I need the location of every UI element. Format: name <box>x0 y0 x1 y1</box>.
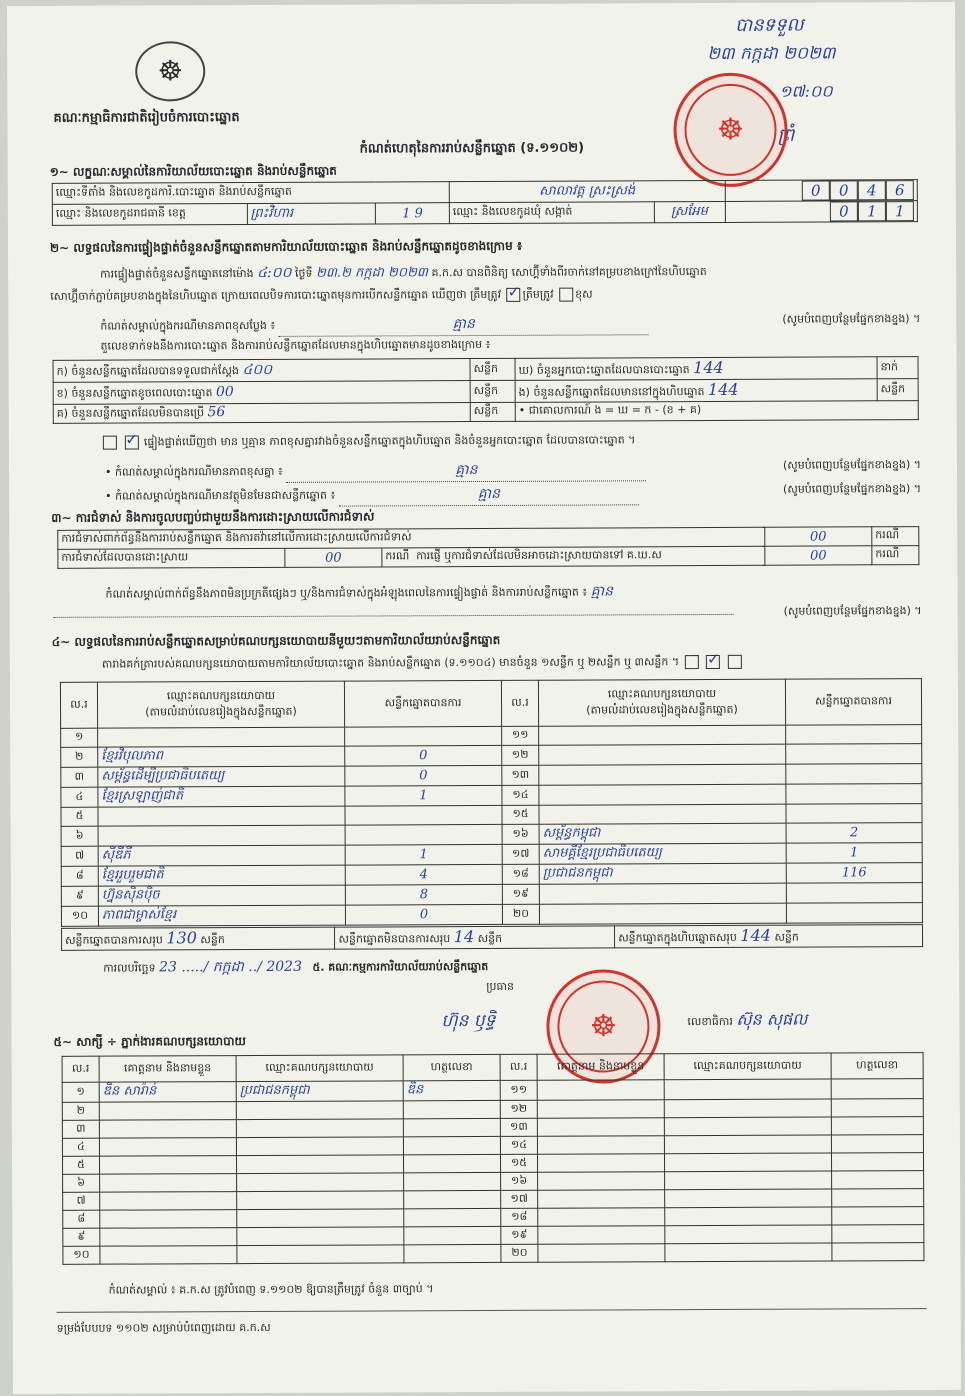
witness-name <box>538 1244 665 1263</box>
witness-name <box>99 1156 236 1175</box>
g-label: គ) ចំនួនសន្លឹកឆ្នោតដែលមិនបានប្រើ <box>56 406 205 420</box>
k-row <box>53 359 470 383</box>
witness-sign <box>831 1153 923 1171</box>
s4-intro-text: តារាងគក់ត្រារបស់គណបក្សនយោបាយតាមការិយាល័យបោះឆ្នោត និងរាប់សន្លឹកឆ្នោត (ទ.១១០៤) មានចំនួន ១សន្លឹក ឬ ២សន្លឹក ឬ ៣សន្លឹក ។ <box>101 655 680 671</box>
totals-table <box>61 924 923 951</box>
total-box-unit: សន្លឹក <box>774 930 799 944</box>
w-col-sign-right: ហត្ថលេខា <box>831 1053 923 1079</box>
s2-bullet2 <box>105 482 921 508</box>
party-name: ស៊ីឌីភី <box>98 845 345 866</box>
bullet1-hint: (សូមបំពេញបន្ថែមផ្នែកខាងខ្នង) ។ <box>782 458 922 472</box>
gh-value: 144 <box>693 357 724 378</box>
witness-no: ៨ <box>63 1210 100 1228</box>
col-votes-right: សន្លឹកឆ្នោតបានការ <box>785 679 921 726</box>
witness-sign <box>403 1100 500 1118</box>
witness-party <box>236 1101 403 1120</box>
committee-sign-label: ៥. គណៈកម្មការការិយាល័យរាប់សន្លឹកឆ្នោត <box>312 959 489 974</box>
ng-label: ង) ចំនួនសន្លឹកឆ្នោតដែលមាននៅក្នុងហិបឆ្នោត <box>518 385 705 399</box>
s2-line1-end: គ.ក.ស បានពិនិត្យ សោហ្គ៊ីទាំងពីរចាក់នៅគម្របខាងក្រៅនៃហិបឆ្នោត <box>431 265 707 280</box>
total-box-cell <box>615 925 923 948</box>
s2-note-label: កំណត់សម្គាល់ក្នុងករណីមានភាពខុសប្លែង ៖ <box>100 318 276 333</box>
witness-no: ៩ <box>63 1228 100 1246</box>
kh-row <box>53 381 470 405</box>
witness-name <box>537 1136 664 1155</box>
witness-no: ១ <box>62 1082 99 1102</box>
witness-party <box>236 1137 403 1156</box>
party-votes <box>786 903 922 924</box>
s2-note <box>100 312 920 338</box>
witness-party <box>664 1099 831 1118</box>
s3-note-label: កំណត់សម្គាល់ពាក់ព័ន្ធនឹងភាពមិនប្រក្រតីផ្សេងៗ ឬ/និងការជំទាស់ក្នុងអំឡុងពេលនៃការផ្ទៀងផ្ទាត់ និងការរាប់សន្លឹកឆ្នោត ៖ <box>105 585 588 601</box>
party-no: ២ <box>61 747 98 767</box>
party-name: ខ្មែរវិបុលភាព <box>98 746 345 767</box>
party-votes: 0 <box>345 745 502 766</box>
witness-party <box>236 1155 403 1174</box>
witness-party <box>665 1207 832 1226</box>
date-label: ការលបរិច្ឆេទ <box>103 961 156 975</box>
witness-name <box>537 1118 664 1137</box>
received-signature: ព្រំ <box>777 124 795 146</box>
party-name: សម្ព័ន្ធកម្ពុជា <box>539 823 786 844</box>
election-form-page <box>7 2 961 1394</box>
party-votes: 1 <box>786 843 922 864</box>
party-votes: 0 <box>345 904 502 925</box>
witness-party <box>665 1243 832 1262</box>
witness-no: ១៩ <box>501 1226 538 1244</box>
official-stamp-top <box>673 73 787 187</box>
witness-sign: ឌិន <box>403 1080 500 1100</box>
party-name: ហ្វ៊ុនស៊ិនប៉ិច <box>98 885 345 906</box>
gh-label: ឃ) ចំនួនអ្នកបោះឆ្នោតដែលបានបោះឆ្នោត <box>518 363 690 377</box>
two-sheet-checkbox[interactable] <box>706 655 720 669</box>
party-results-table <box>60 678 923 927</box>
section2-title: ២~ លទ្ធផលនៃការផ្ទៀងផ្ទាត់ចំនួនសន្លឹកឆ្នោតតាមការិយាល័យបោះឆ្នោត និងរាប់សន្លឹកឆ្នោតដូចខាងក្រោម ៖ <box>50 238 523 255</box>
secretary-signature: ស៊ុន សុផល <box>736 1009 808 1029</box>
witness-party <box>665 1225 832 1244</box>
chair-signature: ហ៊ុន ឫទ្ធិ <box>441 1010 496 1032</box>
date-value: 23 ...../ កក្កដា ../ 2023 <box>159 958 303 976</box>
ng-row <box>515 379 877 403</box>
witness-sign <box>832 1225 924 1243</box>
witness-party <box>664 1153 831 1172</box>
witness-sign <box>831 1099 923 1117</box>
formula: • ជាគោលការណ៍ ង = ឃ = ក - (ខ + គ) <box>515 401 918 422</box>
party-name <box>539 903 786 924</box>
witness-name <box>538 1226 665 1245</box>
s1-row1-value: សាលាវត្ត ស្រះស្រង់ <box>449 180 725 202</box>
s1-row2-code: 1 9 <box>376 203 450 224</box>
witness-party <box>664 1135 831 1154</box>
one-sheet-checkbox[interactable] <box>685 655 699 669</box>
col-no-right: ល.រ <box>501 680 538 726</box>
party-name: សាមគ្គីខ្មែរប្រជាធិបតេយ្យ <box>539 843 786 864</box>
party-votes: 8 <box>345 884 502 905</box>
section5-title: ៥~ សាក្សី ÷ ភ្នាក់ងារគណបក្សនយោបាយ <box>53 1034 246 1049</box>
col-party-left <box>97 681 344 728</box>
w-col-party-left: ឈ្មោះគណបក្សនយោបាយ <box>236 1055 403 1082</box>
witness-name <box>100 1192 237 1211</box>
g-unit: សន្លឹក <box>470 402 515 421</box>
footnote: កំណត់សម្គាល់ ៖ គ.ក.ស ត្រូវបំពេញ ទ.១១០២ ឱ្យបានត្រឹមត្រូវ ចំនួន ៣ច្បាប់ ។ <box>108 1282 434 1297</box>
s3-row1-value: 00 <box>765 527 872 546</box>
secretary-line <box>687 1009 807 1034</box>
witness-party <box>237 1173 404 1192</box>
three-sheet-checkbox[interactable] <box>728 655 742 669</box>
s3-note <box>105 581 613 604</box>
col-party-right-label: ឈ្មោះគណបក្សនយោបាយ <box>607 686 717 700</box>
party-no: ១៧ <box>502 844 539 864</box>
witness-name <box>99 1120 236 1139</box>
bullet1-label: • កំណត់សម្គាល់ក្នុងករណីមានភាពខុសគ្នា ៖ <box>104 464 283 479</box>
stamp-emblem-icon: ☸ <box>589 1008 617 1045</box>
objection-table <box>57 526 919 569</box>
party-name <box>539 883 786 904</box>
witness-no: ៧ <box>63 1192 100 1210</box>
party-name <box>98 727 345 747</box>
kh-label: ខ) ចំនួនសន្លឹកឆ្នោតខូចពេលបោះឆ្នោត <box>56 385 213 400</box>
s2-time: ៤:០០ <box>257 264 292 281</box>
w-col-name-right: គោត្តនាម និងនាមខ្លួន <box>537 1054 664 1081</box>
col-party-left-label: ឈ្មោះគណបក្សនយោបាយ <box>166 688 276 702</box>
s3-row2: ការជំទាស់ដែលបានដោះស្រាយ <box>58 548 285 568</box>
s2-note-hint: (សូមបំពេញបន្ថែមផ្នែកខាងខ្នង) ។ <box>782 312 921 326</box>
witness-no: ១០ <box>63 1246 100 1264</box>
code-digit: 1 <box>886 201 914 221</box>
code-digit: 1 <box>858 201 886 221</box>
section1-table <box>52 179 918 226</box>
stamp-emblem-icon: ☸ <box>716 112 745 148</box>
party-votes: 1 <box>345 844 502 865</box>
witness-sign <box>831 1079 923 1099</box>
kh-value: 00 <box>215 383 234 400</box>
code-digit: 0 <box>830 180 858 200</box>
bullet2-label: • កំណត់សម្គាល់ក្នុងករណីមានវត្ថុមិនមែនជាសន្លឹកឆ្នោត ៖ <box>105 488 336 503</box>
party-votes <box>786 784 922 805</box>
witness-no: ២ <box>62 1102 99 1120</box>
s1-row2-code-b <box>725 201 918 223</box>
s3-row1-unit: ករណី <box>872 527 919 546</box>
w-col-name-left: គោត្តនាម និងនាមខ្លួន <box>99 1056 236 1083</box>
g-row <box>53 403 470 424</box>
no-diff-checkbox[interactable] <box>124 436 138 450</box>
nec-emblem: ☸ <box>135 41 205 101</box>
ok-label: ត្រឹមត្រូវ <box>522 287 554 301</box>
witness-party <box>664 1079 831 1100</box>
party-name <box>539 744 786 765</box>
table-row <box>61 903 922 927</box>
party-no: ១៥ <box>502 805 539 824</box>
col-votes-left: សន្លឹកឆ្នោតបានការ <box>344 680 501 727</box>
s1-row2-label-b: ឈ្មោះ និងលេខកូដឃុំ សង្កាត់ <box>449 202 654 224</box>
party-no: ៩ <box>61 886 98 906</box>
party-votes <box>786 744 922 765</box>
witness-party <box>237 1245 404 1264</box>
party-name: ខ្មែរស្រឡាញ់ជាតិ <box>98 786 345 807</box>
s2-date: ២៣.២ កក្កដា ២០២៣ <box>315 265 429 281</box>
total-box-label: សន្លឹកឆ្នោតក្នុងហិបឆ្នោតសរុប <box>618 930 737 945</box>
party-name <box>98 825 345 846</box>
party-name <box>539 764 786 785</box>
party-votes <box>786 725 922 745</box>
col-party-right-sub: (តាមលំដាប់លេខរៀងក្នុងសន្លឹកឆ្នោត) <box>586 702 738 717</box>
witness-party <box>665 1189 832 1208</box>
witness-party <box>236 1119 403 1138</box>
witness-sign <box>832 1189 924 1207</box>
chair-label: ប្រធាន <box>486 979 515 993</box>
party-name: សម្ព័ន្ធដើម្បីប្រជាធិបតេយ្យ <box>98 766 345 787</box>
s2-compare <box>101 433 636 451</box>
witness-sign <box>832 1243 924 1261</box>
witness-name <box>538 1208 665 1227</box>
witness-sign <box>831 1117 923 1135</box>
party-name: ប្រជាជនកម្ពុជា <box>539 863 786 884</box>
party-no: ១៤ <box>502 785 539 805</box>
witness-sign <box>404 1244 501 1262</box>
code-digit: 0 <box>830 201 858 221</box>
bullet1-value: គ្មាន <box>286 459 646 483</box>
party-votes <box>345 824 502 845</box>
s2-note-value: គ្មាន <box>279 313 649 337</box>
witness-sign <box>404 1190 501 1208</box>
witness-name <box>538 1190 665 1209</box>
s2-seal-line <box>50 288 592 306</box>
s3-hint-line <box>54 604 922 624</box>
s2-line1-mid: ថ្ងៃទី <box>294 266 313 280</box>
received-date: ២៣ កក្កដា ២០២៣ <box>707 43 836 65</box>
form-note: ទម្រង់បែបបទ ១១០២ សម្រាប់បំពេញដោយ គ.ក.ស <box>56 1320 271 1335</box>
witness-sign <box>403 1118 500 1136</box>
witness-name <box>99 1138 236 1157</box>
s2-line2: សោហ្គ៊ីចាក់ភ្ជាប់គម្របខាងក្នុងនៃហិបឆ្នោត ក្រោយពេលបិទការបោះឆ្នោតមុនការបើកសន្លឹកឆ្នោត ឃើញថា ត្រឹមត្រូវ <box>50 287 502 303</box>
witness-no: ១១ <box>500 1080 537 1100</box>
ok-checkbox[interactable] <box>507 288 521 302</box>
witness-table <box>62 1052 925 1265</box>
party-no: ៦ <box>61 826 98 846</box>
total-invalid-cell <box>335 926 615 949</box>
s3-dotted-line <box>54 614 734 618</box>
witness-sign <box>403 1154 500 1172</box>
witness-no: ១៨ <box>501 1208 538 1226</box>
witness-name <box>538 1172 665 1191</box>
total-valid-cell <box>62 927 336 950</box>
witness-name <box>100 1210 237 1229</box>
party-no: ១៩ <box>502 884 539 904</box>
witness-sign <box>404 1226 501 1244</box>
s3-row1: ការជំទាស់ពាក់ព័ន្ធនឹងការរាប់សន្លឹកឆ្នោត និងការតវ៉ានៅលើការដោះស្រាយលើការជំទាស់ <box>58 527 765 549</box>
witness-party <box>665 1171 832 1190</box>
party-name <box>539 784 786 805</box>
witness-name <box>100 1174 237 1193</box>
witness-no: ៣ <box>62 1120 99 1138</box>
witness-sign <box>832 1171 924 1189</box>
total-valid-unit: សន្លឹក <box>200 933 225 947</box>
s3-row2-b <box>382 546 765 567</box>
party-votes <box>345 726 502 746</box>
witness-no: ១៤ <box>500 1136 537 1154</box>
bad-checkbox[interactable] <box>559 288 573 302</box>
s3-hint: (សូមបំពេញបន្ថែមផ្នែកខាងខ្នង) ។ <box>783 604 922 618</box>
w-col-no-left: ល.រ <box>62 1056 99 1082</box>
ng-unit: សន្លឹក <box>877 379 918 401</box>
party-name <box>539 804 786 824</box>
total-valid-value: 130 <box>166 928 197 948</box>
form-title: កំណត់ហេតុនៃការរាប់សន្លឹកឆ្នោត (ទ.១១០២) <box>359 140 585 157</box>
party-name <box>539 725 786 745</box>
s3-row2-b-label: ការផ្ញើ ឬការជំទាស់ដែលមិនអាចដោះស្រាយបានទៅ គ.ឃ.ស <box>416 548 662 563</box>
party-no: ២០ <box>502 904 539 924</box>
total-invalid-label: សន្លឹកឆ្នោតមិនបានការសរុប <box>338 932 451 946</box>
s1-row1-label: ឈ្មោះទីតាំង និងលេខកូដការិ.បោះឆ្នោត និងរាប់សន្លឹកឆ្នោត <box>52 182 449 205</box>
s2-line1: ការផ្ទៀងផ្ទាត់ចំនួនសន្លឹកឆ្នោតនៅម៉ោង <box>100 267 254 281</box>
witness-name <box>537 1154 664 1173</box>
s1-row1-code <box>725 180 918 202</box>
party-no: ៥ <box>61 807 98 826</box>
party-name: ភាពជាម្ចាស់ខ្មែរ <box>98 905 345 926</box>
party-votes: 1 <box>345 785 502 806</box>
table-row <box>63 1243 924 1265</box>
date-line <box>103 956 488 979</box>
s3-row2-unit: ករណី <box>385 549 410 563</box>
w-col-sign-left: ហត្ថលេខា <box>403 1054 500 1080</box>
party-no: ១៦ <box>502 824 539 844</box>
witness-no: ៦ <box>63 1174 100 1192</box>
witness-sign <box>832 1207 924 1225</box>
witness-name <box>99 1102 236 1121</box>
witness-party: ប្រជាជនកម្ពុជា <box>236 1081 403 1102</box>
code-digit: 0 <box>802 180 830 200</box>
ng-value: 144 <box>707 379 739 400</box>
witness-no: ១៦ <box>501 1172 538 1190</box>
witness-name <box>537 1080 664 1101</box>
k-value: ៤០០ <box>242 361 273 379</box>
witness-name <box>537 1100 664 1119</box>
has-diff-checkbox[interactable] <box>103 436 117 450</box>
secretary-label: លេខាធិការ <box>687 1014 733 1029</box>
bullet2-value: គ្មាន <box>339 483 639 506</box>
s3-row2-value: 00 <box>285 548 382 567</box>
w-col-no-right: ល.រ <box>500 1054 537 1080</box>
party-no: ១២ <box>502 745 539 765</box>
witness-sign <box>404 1208 501 1226</box>
witness-party <box>664 1117 831 1136</box>
col-party-left-sub: (តាមលំដាប់លេខរៀងក្នុងសន្លឹកឆ្នោត) <box>145 704 297 718</box>
footer-rule <box>57 1308 927 1313</box>
witness-name: ឌិន សារ៉ាន់ <box>99 1082 236 1103</box>
party-no: ៧ <box>61 846 98 866</box>
witness-sign <box>403 1136 500 1154</box>
party-no: ១១ <box>502 726 539 745</box>
k-unit: សន្លឹក <box>470 358 515 380</box>
party-votes <box>786 804 922 824</box>
gh-row <box>515 357 877 381</box>
col-no-left: ល.រ <box>60 682 97 728</box>
witness-no: ១៧ <box>501 1190 538 1208</box>
witness-no: ១៣ <box>500 1118 537 1136</box>
party-votes: 116 <box>786 863 922 884</box>
section3-title: ៣~ ការជំទាស់ និងការចូលបញ្ចប់ជាមួយនឹងការដោះស្រាយលើការជំទាស់ <box>51 509 375 525</box>
total-invalid-value: 14 <box>453 927 475 947</box>
s3-note-value: គ្មាន <box>590 583 613 600</box>
total-valid-label: សន្លឹកឆ្នោតបានការសរុប <box>65 933 163 947</box>
committee-name: គណៈកម្មាធិការជាតិរៀបចំការបោះឆ្នោត <box>53 110 240 126</box>
party-votes <box>345 805 502 825</box>
s1-row2-value: ព្រះវិហារ <box>247 203 376 225</box>
party-name <box>98 806 345 826</box>
received-time: ១៧:០០ <box>779 81 833 101</box>
party-no: ១៣ <box>502 765 539 785</box>
party-votes <box>786 764 922 785</box>
ballot-count-table <box>53 356 919 424</box>
total-invalid-unit: សន្លឹក <box>477 931 503 946</box>
party-no: ១០ <box>61 906 98 926</box>
party-no: ១៨ <box>502 864 539 884</box>
s3-row2-b-unit: ករណី <box>872 546 919 565</box>
bad-label: ខុស <box>575 287 593 301</box>
col-party-right <box>538 679 785 726</box>
witness-sign <box>404 1172 501 1190</box>
witness-party <box>237 1191 404 1210</box>
party-votes: 4 <box>345 864 502 885</box>
witness-no: ៥ <box>62 1156 99 1174</box>
witness-party <box>237 1209 404 1228</box>
gh-unit: នាក់ <box>877 357 918 379</box>
witness-no: ១២ <box>500 1100 537 1118</box>
party-name: ខ្មែររួបរួមជាតិ <box>98 865 345 886</box>
s2-intro: តួលេខទាក់ទងនឹងការបោះឆ្នោត និងការរាប់សន្លឹកឆ្នោតដែលមានក្នុងហិបឆ្នោតមានដូចខាងក្រោម ៖ <box>100 337 491 353</box>
witness-sign <box>831 1135 923 1153</box>
party-no: ៨ <box>61 866 98 886</box>
k-label: ក) ចំនួនសន្លឹកឆ្នោតដែលបានទទួលជាក់ស្តែង <box>56 364 239 378</box>
code-digit: 6 <box>886 180 914 200</box>
party-votes <box>786 883 922 904</box>
s1-row2-value-b: ស្រអែម <box>654 201 725 222</box>
kh-unit: សន្លឹក <box>470 380 515 402</box>
section4-title: ៤~ លទ្ធផលនៃការរាប់សន្លឹកឆ្នោតសម្រាប់គណបក្សនយោបាយនីមួយៗតាមការិយាល័យរាប់សន្លឹកឆ្នោត <box>51 632 501 649</box>
received-note: បានទទួល <box>735 14 804 36</box>
section1-title: ១~ លក្ខណៈសម្គាល់នៃការិយាល័យបោះឆ្នោត និងរាប់សន្លឹកឆ្នោត <box>49 163 337 179</box>
witness-no: ២០ <box>501 1244 538 1262</box>
code-digit: 4 <box>858 180 886 200</box>
total-box-value: 144 <box>740 925 771 945</box>
party-no: ៣ <box>61 767 98 787</box>
witness-party <box>237 1227 404 1246</box>
party-no: ៤ <box>61 787 98 807</box>
witness-no: ១៥ <box>500 1154 537 1172</box>
party-votes: 2 <box>786 823 922 844</box>
s2-verify-line <box>100 261 707 285</box>
g-value: 56 <box>207 404 226 421</box>
s2-bullet1 <box>105 458 921 484</box>
s4-intro <box>102 655 744 674</box>
party-no: ១ <box>61 728 98 747</box>
s1-row2-label: ឈ្មោះ និងលេខកូដរាជធានី ខេត្ត <box>52 204 247 226</box>
s2-compare-text: ផ្ទៀងផ្ទាត់ឃើញថា មាន ឬគ្មាន ភាពខុសគ្នារវាងចំនួនសន្លឹកឆ្នោតក្នុងហិបឆ្នោត និងចំនួនអ្នកបោះឆ្នោត ដែលបានបោះឆ្នោត ។ <box>143 433 636 449</box>
s3-row2-b-value: 00 <box>765 546 872 565</box>
party-votes: 0 <box>345 765 502 786</box>
w-col-party-right: ឈ្មោះគណបក្សនយោបាយ <box>664 1053 831 1080</box>
witness-name <box>100 1228 237 1247</box>
witness-name <box>100 1246 237 1265</box>
bullet2-hint: (សូមបំពេញបន្ថែមផ្នែកខាងខ្នង) ។ <box>783 482 922 496</box>
witness-no: ៤ <box>62 1138 99 1156</box>
